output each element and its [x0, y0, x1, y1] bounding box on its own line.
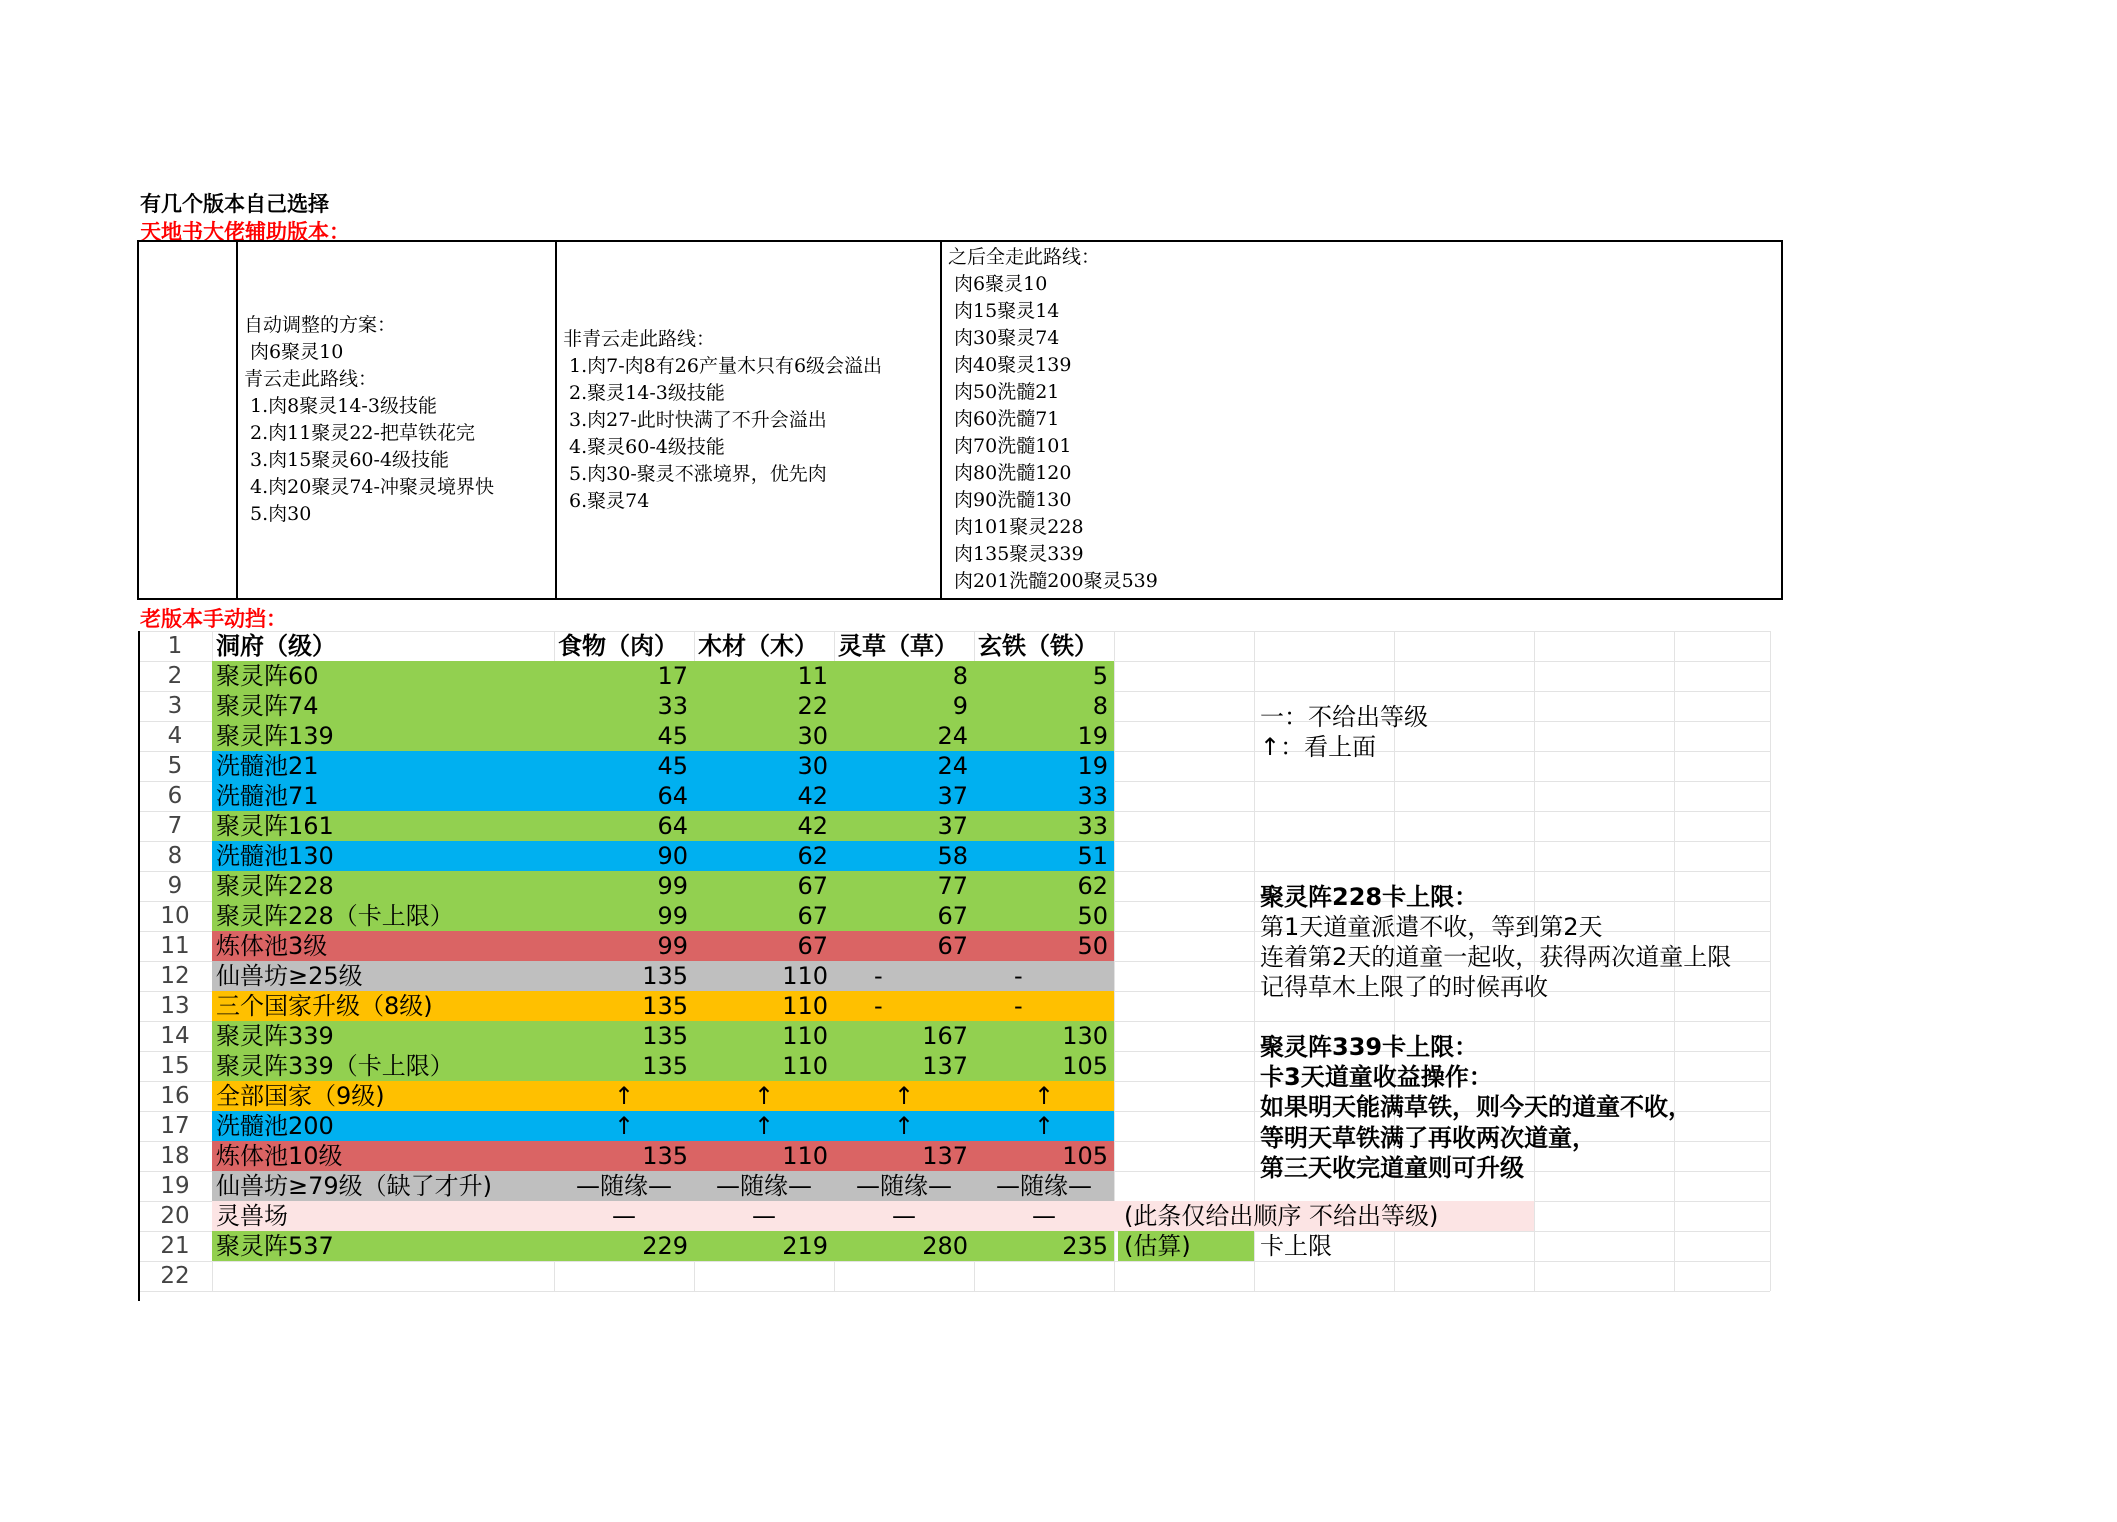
row-number: 12 — [160, 963, 190, 989]
route-line: 4.聚灵60-4级技能 — [563, 435, 725, 458]
row-number: 8 — [167, 843, 183, 869]
building-name: 聚灵阵139 — [216, 722, 334, 750]
row-number: 2 — [167, 663, 183, 689]
value-herb: — — [892, 1202, 916, 1230]
value-wood: 67 — [797, 902, 828, 930]
value-iron: 33 — [1077, 782, 1108, 810]
value-iron: — — [1032, 1202, 1056, 1230]
value-food: 64 — [657, 812, 688, 840]
row-note: (此条仅给出顺序 不给出等级) — [1124, 1202, 1439, 1230]
value-iron: ↑ — [1033, 1082, 1055, 1110]
route-line: 5.肉30-聚灵不涨境界，优先肉 — [563, 462, 827, 485]
route-line: 肉50洗髓21 — [948, 381, 1060, 403]
value-herb: 24 — [937, 752, 968, 780]
value-herb: 137 — [922, 1142, 968, 1170]
building-name: 洗髓池21 — [216, 752, 319, 780]
building-name: 洗髓池130 — [216, 842, 334, 870]
note-228-line1: 第1天道童派遣不收，等到第2天 — [1260, 913, 1603, 941]
row-number: 22 — [160, 1263, 190, 1289]
value-herb: 67 — [937, 932, 968, 960]
value-wood: ↑ — [753, 1082, 775, 1110]
value-food: 17 — [657, 662, 688, 690]
building-name: 灵兽场 — [216, 1202, 288, 1230]
value-herb: - — [874, 962, 883, 990]
value-food: 135 — [642, 1052, 688, 1080]
route-line: 肉6聚灵10 — [948, 273, 1048, 295]
value-food: 229 — [642, 1232, 688, 1260]
table-header-row — [138, 631, 1770, 661]
value-food: ↑ — [613, 1112, 635, 1140]
grid-line — [138, 1291, 1770, 1292]
table-row — [138, 1171, 1770, 1201]
route-line: 2.聚灵14-3级技能 — [563, 381, 725, 404]
building-name: 炼体池10级 — [216, 1142, 343, 1170]
route-line: 非青云走此路线： — [563, 327, 716, 350]
old-version-label: 老版本手动挡： — [140, 607, 287, 631]
row-number: 3 — [167, 693, 183, 719]
route-line: 1.肉8聚灵14-3级技能 — [244, 395, 437, 417]
note-339-line2: 如果明天能满草铁，则今天的道童不收， — [1260, 1093, 1692, 1121]
row-note: (估算) — [1118, 1231, 1254, 1261]
row-number: 4 — [167, 723, 183, 749]
note-339-title: 聚灵阵339卡上限： — [1260, 1033, 1479, 1061]
value-iron: —随缘— — [996, 1172, 1092, 1200]
value-food — [554, 1261, 694, 1291]
routes-box — [137, 240, 1783, 600]
route-line: 6.聚灵74 — [563, 489, 650, 512]
note-228-line3: 记得草木上限了的时候再收 — [1260, 973, 1548, 1001]
route-line: 肉30聚灵74 — [948, 327, 1060, 349]
route-line: 3.肉15聚灵60-4级技能 — [244, 449, 450, 471]
value-herb: 280 — [922, 1232, 968, 1260]
page-title: 有几个版本自己选择 — [140, 192, 329, 216]
route-line: 3.肉27-此时快满了不升会溢出 — [563, 408, 827, 431]
value-iron: 50 — [1077, 902, 1108, 930]
route-line: 肉40聚灵139 — [948, 354, 1072, 376]
value-food: 64 — [657, 782, 688, 810]
building-name: 仙兽坊≥79级（缺了才升) — [216, 1172, 493, 1200]
route-line: 肉15聚灵14 — [948, 300, 1060, 322]
value-wood: 110 — [782, 1052, 828, 1080]
building-name: 聚灵阵228 — [216, 872, 334, 900]
value-wood: 219 — [782, 1232, 828, 1260]
note-339-line1: 卡3天道童收益操作： — [1260, 1063, 1493, 1091]
value-iron: 19 — [1077, 752, 1108, 780]
value-herb: 37 — [937, 782, 968, 810]
value-iron: 19 — [1077, 722, 1108, 750]
note-339-line4: 第三天收完道童则可升级 — [1260, 1154, 1524, 1182]
row-number: 10 — [160, 903, 190, 929]
value-wood: 62 — [797, 842, 828, 870]
route-line: 肉201洗髓200聚灵539 — [948, 570, 1158, 592]
value-herb: 167 — [922, 1022, 968, 1050]
header-wood: 木材（木） — [698, 632, 818, 660]
building-name: 聚灵阵228（卡上限） — [216, 902, 454, 930]
row-number: 20 — [160, 1203, 190, 1229]
route-line: 肉60洗髓71 — [948, 408, 1060, 430]
value-food: 99 — [657, 932, 688, 960]
building-name: 聚灵阵161 — [216, 812, 334, 840]
value-wood: 67 — [797, 872, 828, 900]
route-line: 肉135聚灵339 — [948, 543, 1084, 565]
table-row — [138, 1261, 1770, 1291]
value-herb: 8 — [952, 662, 968, 690]
table-row — [138, 1201, 1770, 1231]
value-wood: 110 — [782, 1142, 828, 1170]
after-route-column — [942, 242, 1781, 598]
value-wood: 110 — [782, 962, 828, 990]
table-row — [138, 1231, 1770, 1261]
value-wood: 30 — [797, 722, 828, 750]
value-food: ↑ — [613, 1082, 635, 1110]
value-food: 135 — [642, 962, 688, 990]
row-number: 9 — [167, 873, 183, 899]
table-row — [138, 691, 1770, 721]
value-herb: 9 — [952, 692, 968, 720]
assist-version-label: 天地书大佬辅助版本： — [140, 220, 350, 244]
route-line: 肉90洗髓130 — [948, 489, 1072, 511]
row-number: 16 — [160, 1083, 190, 1109]
value-iron: 105 — [1062, 1142, 1108, 1170]
row-number: 14 — [160, 1023, 190, 1049]
value-wood: 67 — [797, 932, 828, 960]
value-herb: 137 — [922, 1052, 968, 1080]
value-iron: - — [1014, 992, 1023, 1020]
value-food: 135 — [642, 1142, 688, 1170]
value-herb: —随缘— — [856, 1172, 952, 1200]
value-herb: 58 — [937, 842, 968, 870]
auto-route-column — [238, 242, 557, 598]
table-row — [138, 841, 1770, 871]
route-line: 青云走此路线： — [244, 368, 378, 390]
value-herb: 77 — [937, 872, 968, 900]
row-number: 19 — [160, 1173, 190, 1199]
routes-empty-column — [139, 242, 238, 598]
row-number: 15 — [160, 1053, 190, 1079]
building-name: 聚灵阵339 — [216, 1022, 334, 1050]
value-wood: 42 — [797, 782, 828, 810]
table-row — [138, 1021, 1770, 1051]
value-iron: 50 — [1077, 932, 1108, 960]
building-name: 炼体池3级 — [216, 932, 328, 960]
table-row — [138, 781, 1770, 811]
route-line: 肉80洗髓120 — [948, 462, 1072, 484]
value-iron: 105 — [1062, 1052, 1108, 1080]
value-iron: 5 — [1092, 662, 1108, 690]
value-iron: 51 — [1077, 842, 1108, 870]
value-food: 45 — [657, 752, 688, 780]
building-name: 聚灵阵60 — [216, 662, 319, 690]
row-number: 5 — [167, 753, 183, 779]
value-wood: ↑ — [753, 1112, 775, 1140]
building-name: 洗髓池200 — [216, 1112, 334, 1140]
value-iron: - — [1014, 962, 1023, 990]
value-herb: 24 — [937, 722, 968, 750]
header-iron: 玄铁（铁） — [978, 632, 1098, 660]
header-food: 食物（肉） — [558, 632, 678, 660]
value-food: 135 — [642, 1022, 688, 1050]
row-number: 21 — [160, 1233, 190, 1259]
note-339-line3: 等明天草铁满了再收两次道童， — [1260, 1124, 1596, 1152]
route-line: 肉101聚灵228 — [948, 516, 1084, 538]
route-line: 肉70洗髓101 — [948, 435, 1072, 457]
route-line: 之后全走此路线： — [948, 246, 1101, 268]
building-name: 聚灵阵339（卡上限） — [216, 1052, 454, 1080]
value-food: 135 — [642, 992, 688, 1020]
value-wood: — — [752, 1202, 776, 1230]
row-note: 卡上限 — [1260, 1232, 1332, 1260]
value-wood: 110 — [782, 1022, 828, 1050]
value-herb: ↑ — [893, 1082, 915, 1110]
non-qingyun-route-column — [557, 242, 942, 598]
grid-line — [1770, 631, 1771, 1291]
value-iron: 33 — [1077, 812, 1108, 840]
value-herb — [834, 1261, 974, 1291]
value-food: — — [612, 1202, 636, 1230]
legend-dash: 一：不给出等级 — [1260, 703, 1428, 731]
table-row — [138, 661, 1770, 691]
value-wood: 110 — [782, 992, 828, 1020]
table-row — [138, 751, 1770, 781]
value-iron: 8 — [1092, 692, 1108, 720]
value-wood: 42 — [797, 812, 828, 840]
value-iron: 235 — [1062, 1232, 1108, 1260]
row-number: 1 — [167, 633, 183, 659]
value-food: —随缘— — [576, 1172, 672, 1200]
building-name: 聚灵阵74 — [216, 692, 319, 720]
row-number: 6 — [167, 783, 183, 809]
sheet-left-border — [138, 631, 140, 1301]
route-line: 自动调整的方案： — [244, 314, 397, 336]
row-number: 7 — [167, 813, 183, 839]
header-herb: 灵草（草） — [838, 632, 958, 660]
route-line: 4.肉20聚灵74-冲聚灵境界快 — [244, 476, 494, 498]
value-wood — [694, 1261, 834, 1291]
route-line: 2.肉11聚灵22-把草铁花完 — [244, 422, 475, 444]
value-herb: 37 — [937, 812, 968, 840]
value-wood: 30 — [797, 752, 828, 780]
value-food: 99 — [657, 902, 688, 930]
value-wood: —随缘— — [716, 1172, 812, 1200]
row-number: 18 — [160, 1143, 190, 1169]
row-number: 17 — [160, 1113, 190, 1139]
value-wood: 11 — [797, 662, 828, 690]
value-food: 45 — [657, 722, 688, 750]
value-iron: 62 — [1077, 872, 1108, 900]
row-number: 11 — [160, 933, 190, 959]
value-iron: ↑ — [1033, 1112, 1055, 1140]
value-food: 90 — [657, 842, 688, 870]
building-name: 三个国家升级（8级) — [216, 992, 433, 1020]
route-line: 肉6聚灵10 — [244, 341, 344, 363]
legend-arrow: ↑：看上面 — [1260, 733, 1377, 761]
value-herb: ↑ — [893, 1112, 915, 1140]
value-iron — [974, 1261, 1114, 1291]
building-name: 仙兽坊≥25级 — [216, 962, 363, 990]
route-line: 5.肉30 — [244, 503, 312, 525]
header-building: 洞府（级） — [216, 632, 336, 660]
table-row — [138, 811, 1770, 841]
value-wood: 22 — [797, 692, 828, 720]
value-iron: 130 — [1062, 1022, 1108, 1050]
building-name: 全部国家（9级) — [216, 1082, 385, 1110]
value-herb: 67 — [937, 902, 968, 930]
row-number: 13 — [160, 993, 190, 1019]
value-herb: - — [874, 992, 883, 1020]
value-food: 33 — [657, 692, 688, 720]
table-row — [138, 871, 1770, 901]
note-228-title: 聚灵阵228卡上限： — [1260, 883, 1479, 911]
building-name: 聚灵阵537 — [216, 1232, 334, 1260]
table-row — [138, 1051, 1770, 1081]
table-row — [138, 721, 1770, 751]
building-name: 洗髓池71 — [216, 782, 319, 810]
route-line: 1.肉7-肉8有26产量木只有6级会溢出 — [563, 354, 883, 377]
value-food: 99 — [657, 872, 688, 900]
note-228-line2: 连着第2天的道童一起收，获得两次道童上限 — [1260, 943, 1732, 971]
